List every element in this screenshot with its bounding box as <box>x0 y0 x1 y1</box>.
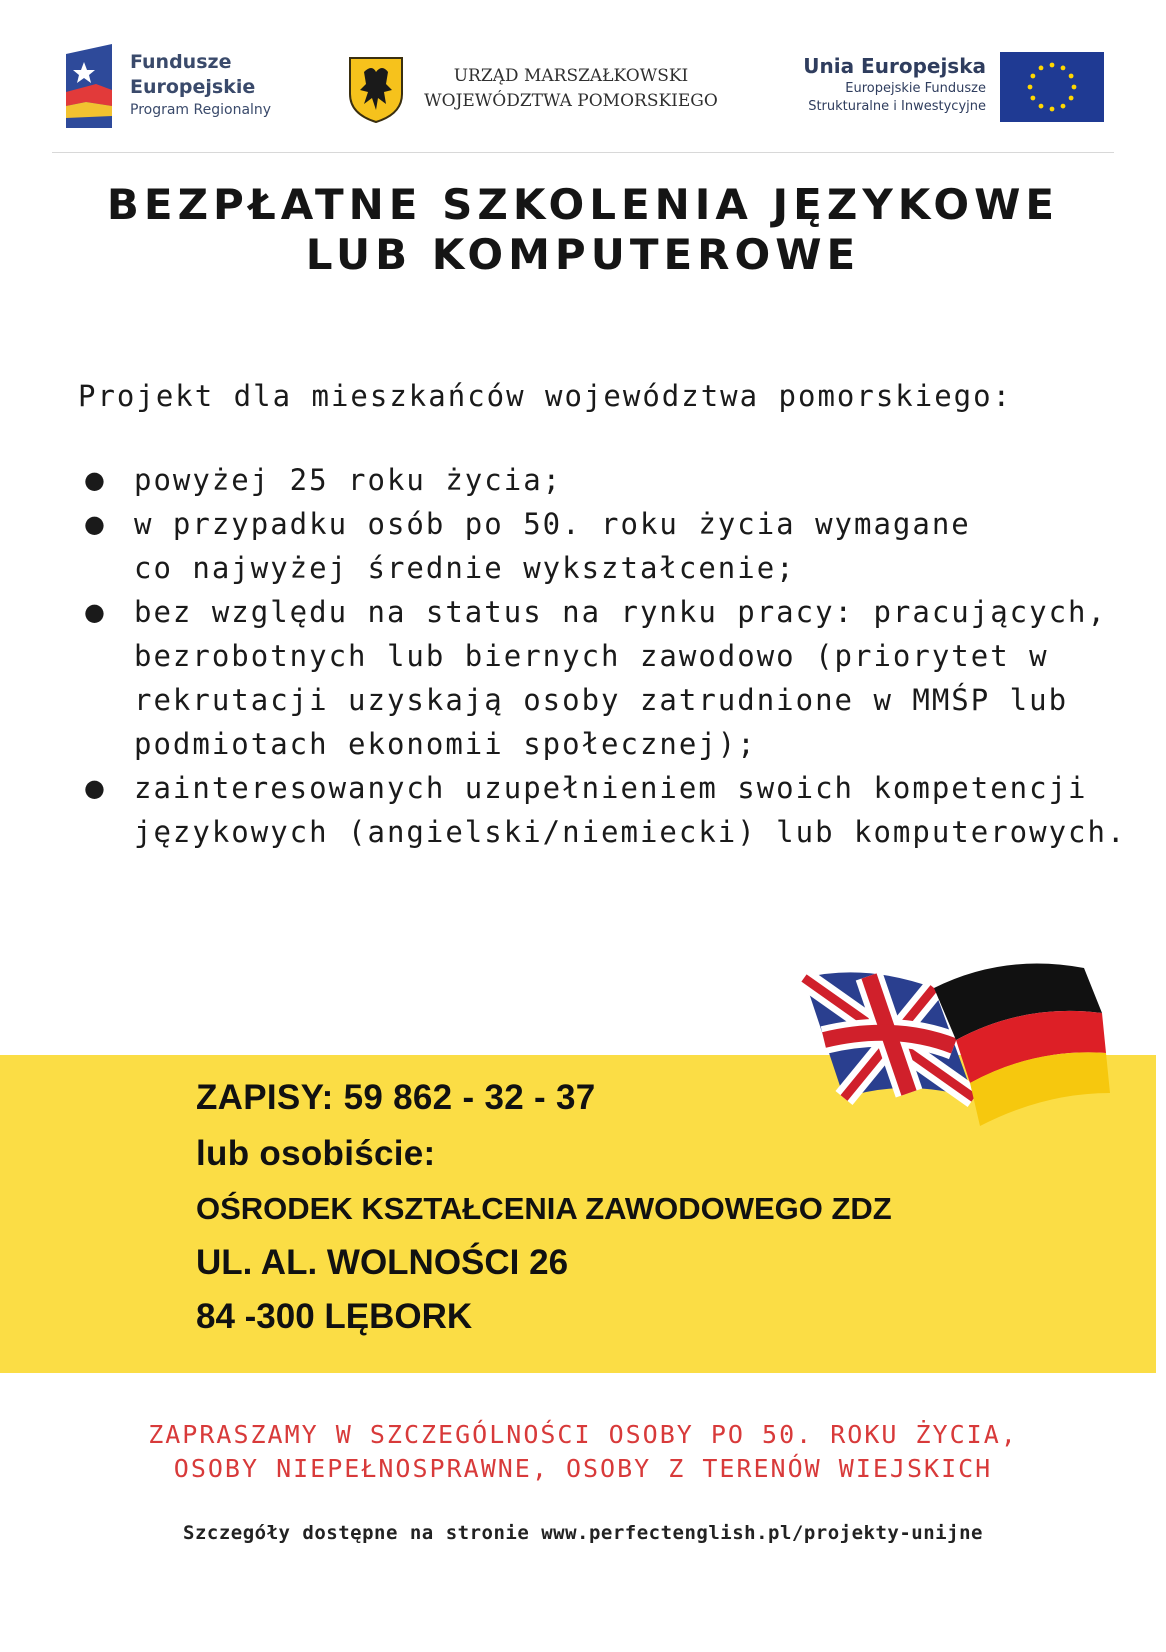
eu-flag-icon <box>1000 52 1104 122</box>
list-item-line: bez względu na status na rynku pracy: pracujących, <box>134 595 1107 629</box>
ue-line1: Unia Europejska <box>803 54 986 78</box>
urzad-line1: URZĄD MARSZAŁKOWSKI <box>453 66 689 86</box>
header-divider <box>52 152 1114 153</box>
list-item-line: co najwyżej średnie wykształcenie; <box>134 551 796 585</box>
bullet-dot-icon: ● <box>84 466 105 494</box>
list-item-line: bezrobotnych lub biernych zawodowo (priorytet w <box>134 639 1049 673</box>
list-item-line: zainteresowanych uzupełnieniem swoich kompetencji <box>134 771 1088 805</box>
fe-line3: Program Regionalny <box>130 102 272 118</box>
eu-star-icon <box>1050 107 1055 112</box>
eu-star-icon <box>1028 85 1033 90</box>
invitation-line1: ZAPRASZAMY W SZCZEGÓLNOŚCI OSOBY PO 50. ROKU ŻYCIA, <box>148 1420 1018 1449</box>
fundusze-europejskie-logo-text <box>130 50 271 120</box>
urzad-marszalkowski-logo-text <box>418 64 724 114</box>
eu-star-icon <box>1072 85 1077 90</box>
list-item <box>84 590 1134 766</box>
eu-star-icon <box>1061 66 1066 71</box>
page-title-line2: LUB KOMPUTEROWE <box>305 230 861 279</box>
ue-line3: Strukturalne i Inwestycyjne <box>808 99 986 114</box>
center-city: 84 -300 LĘBORK <box>196 1297 473 1336</box>
unia-europejska-logo-text <box>760 52 986 116</box>
ue-line2: Europejskie Fundusze <box>845 81 986 96</box>
fundusze-europejskie-logo-icon <box>66 44 112 128</box>
details-footer: Szczegóły dostępne na stronie www.perfectenglish.pl/projekty-unijne <box>183 1522 983 1544</box>
list-item-line: rekrutacji uzyskają osoby zatrudnione w MMŚP lub <box>134 683 1069 717</box>
contact-info <box>196 1070 892 1344</box>
list-item-line: językowych (angielski/niemiecki) lub komputerowych. <box>134 815 1127 849</box>
eu-star-icon <box>1039 66 1044 71</box>
fe-line1: Fundusze <box>130 51 232 73</box>
list-item <box>84 502 1134 590</box>
eu-star-icon <box>1069 96 1074 101</box>
pomorskie-coat-of-arms-icon <box>346 54 406 124</box>
eu-star-icon <box>1050 63 1055 68</box>
list-item-line: podmiotach ekonomii społecznej); <box>134 727 757 761</box>
center-street: UL. AL. WOLNOŚCI 26 <box>196 1243 569 1282</box>
eu-star-icon <box>1039 104 1044 109</box>
eu-star-icon <box>1031 74 1036 79</box>
list-item <box>84 458 1134 502</box>
center-name: OŚRODEK KSZTAŁCENIA ZAWODOWEGO ZDZ <box>196 1191 892 1226</box>
signup-phone: ZAPISY: 59 862 - 32 - 37 <box>196 1078 596 1117</box>
urzad-line2: WOJEWÓDZTWA POMORSKIEGO <box>424 91 718 111</box>
bullet-dot-icon: ● <box>84 510 105 538</box>
bullet-dot-icon: ● <box>84 774 105 802</box>
page-title-line1: BEZPŁATNE SZKOLENIA JĘZYKOWE <box>106 180 1060 229</box>
list-item-line: powyżej 25 roku życia; <box>134 463 563 497</box>
list-item <box>84 766 1134 854</box>
eu-star-icon <box>1061 104 1066 109</box>
eu-star-icon <box>1031 96 1036 101</box>
signup-in-person: lub osobiście: <box>196 1134 436 1173</box>
list-item-line: w przypadku osób po 50. roku życia wymagane <box>134 507 971 541</box>
bullet-dot-icon: ● <box>84 598 105 626</box>
project-intro: Projekt dla mieszkańców województwa pomorskiego: <box>78 379 1013 413</box>
eu-star-icon <box>1069 74 1074 79</box>
fe-line2: Europejskie <box>130 76 256 98</box>
invitation-line2: OSOBY NIEPEŁNOSPRAWNE, OSOBY Z TERENÓW WIEJSKICH <box>173 1454 993 1483</box>
eligibility-list <box>84 458 1134 854</box>
